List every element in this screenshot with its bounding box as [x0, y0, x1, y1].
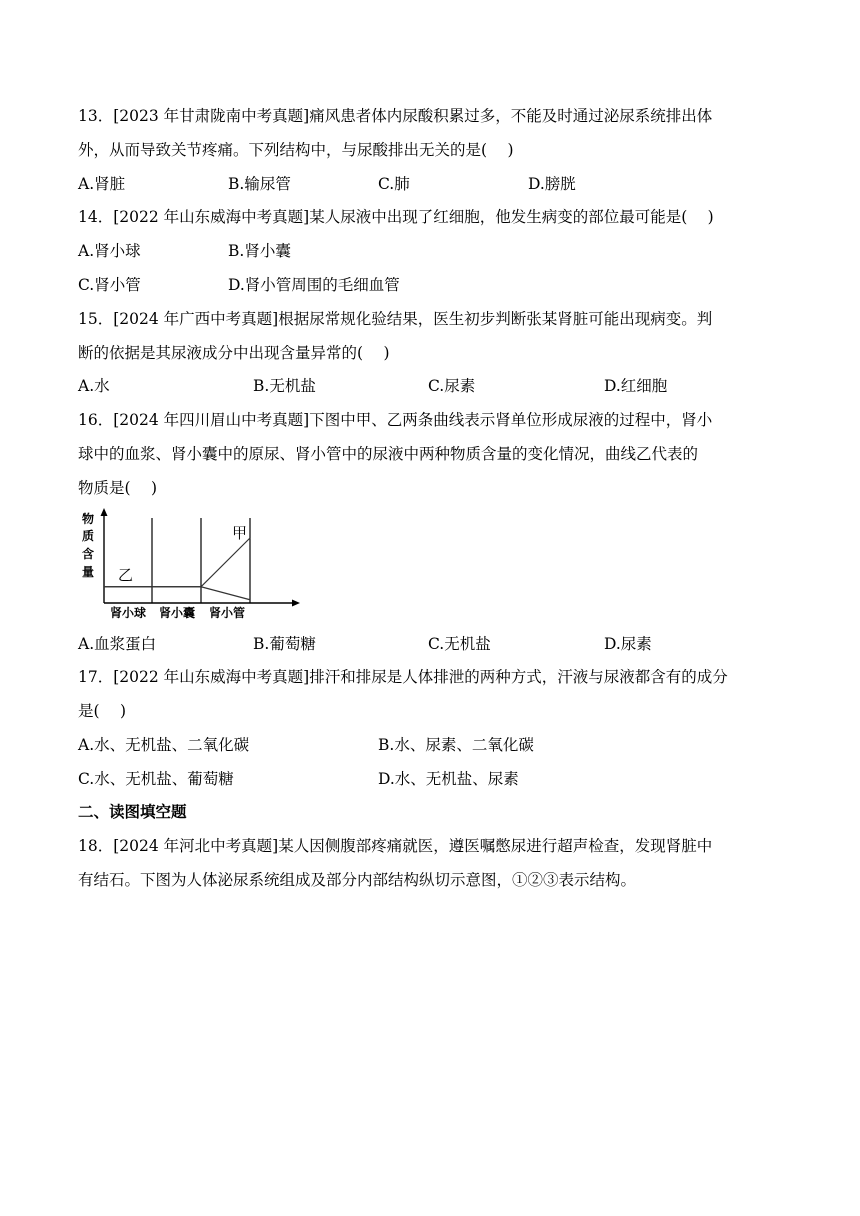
q13-option-c: C.肺	[378, 175, 410, 193]
q15-option-d: D.红细胞	[604, 377, 668, 395]
y-axis-arrow	[101, 508, 108, 516]
series-yi-line	[104, 587, 250, 600]
q17-option-b: B.水、尿素、二氧化碳	[378, 736, 534, 754]
section-title: 二、读图填空题	[78, 803, 187, 821]
q13-option-a: A.肾脏	[78, 175, 126, 193]
q14-option-b: B.肾小囊	[228, 242, 291, 260]
category-label-2: 肾小管	[208, 606, 246, 620]
q16-option-a: A.血浆蛋白	[78, 635, 157, 653]
q15-option-c: C.尿素	[428, 377, 476, 395]
q17-line1: 17．[2022 年山东威海中考真题]排汗和排尿是人体排泄的两种方式，汗液与尿液都含有的成分	[78, 668, 728, 686]
y-axis-label	[82, 511, 94, 579]
q14-option-d: D.肾小管周围的毛细血管	[228, 276, 400, 294]
q14-option-c: C.肾小管	[78, 276, 141, 294]
q13-option-b: B.输尿管	[228, 175, 291, 193]
series-jia-label: 甲	[232, 524, 248, 542]
series-yi-label: 乙	[118, 566, 134, 584]
q15-option-a: A.水	[78, 377, 110, 395]
q15-option-b: B.无机盐	[253, 377, 316, 395]
q16-line1: 16．[2024 年四川眉山中考真题]下图中甲、乙两条曲线表示肾单位形成尿液的过程中，肾小	[78, 411, 713, 429]
q17-option-c: C.水、无机盐、葡萄糖	[78, 770, 234, 788]
q16-option-c: C.无机盐	[428, 635, 491, 653]
q15-line1: 15．[2024 年广西中考真题]根据尿常规化验结果，医生初步判断张某肾脏可能出现病变。判	[78, 310, 713, 328]
q16-chart	[76, 508, 306, 623]
q13-option-d: D.膀胱	[528, 175, 576, 193]
y-label-3: 量	[81, 565, 95, 579]
q18-line1: 18．[2024 年河北中考真题]某人因侧腹部疼痛就医，遵医嘱憋尿进行超声检查，发现肾脏中	[78, 837, 713, 855]
q16-option-b: B.葡萄糖	[253, 635, 316, 653]
q16-line3: 物质是( )	[78, 479, 158, 497]
y-label-1: 质	[81, 529, 95, 543]
category-label-1: 肾小囊	[158, 606, 196, 620]
x-axis-arrow	[292, 600, 300, 607]
category-label-0: 肾小球	[109, 606, 147, 620]
q14-line1: 14．[2022 年山东威海中考真题]某人尿液中出现了红细胞，他发生病变的部位最可能是( )	[78, 208, 714, 226]
q16-line2: 球中的血浆、肾小囊中的原尿、肾小管中的尿液中两种物质含量的变化情况，曲线乙代表的	[78, 445, 699, 463]
q17-line2: 是( )	[78, 702, 127, 720]
q14-option-a: A.肾小球	[78, 242, 141, 260]
y-label-2: 含	[81, 547, 95, 561]
q13-line2: 外，从而导致关节疼痛。下列结构中，与尿酸排出无关的是( )	[78, 141, 514, 159]
q17-option-a: A.水、无机盐、二氧化碳	[78, 736, 250, 754]
q16-option-d: D.尿素	[604, 635, 652, 653]
q18-line2: 有结石。下图为人体泌尿系统组成及部分内部结构纵切示意图，①②③表示结构。	[78, 871, 637, 889]
y-label-0: 物	[81, 512, 95, 526]
q15-line2: 断的依据是其尿液成分中出现含量异常的( )	[78, 344, 390, 362]
q13-line1: 13．[2023 年甘肃陇南中考真题]痛风患者体内尿酸积累过多，不能及时通过泌尿系统排出体	[78, 107, 713, 125]
q17-option-d: D.水、无机盐、尿素	[378, 770, 519, 788]
